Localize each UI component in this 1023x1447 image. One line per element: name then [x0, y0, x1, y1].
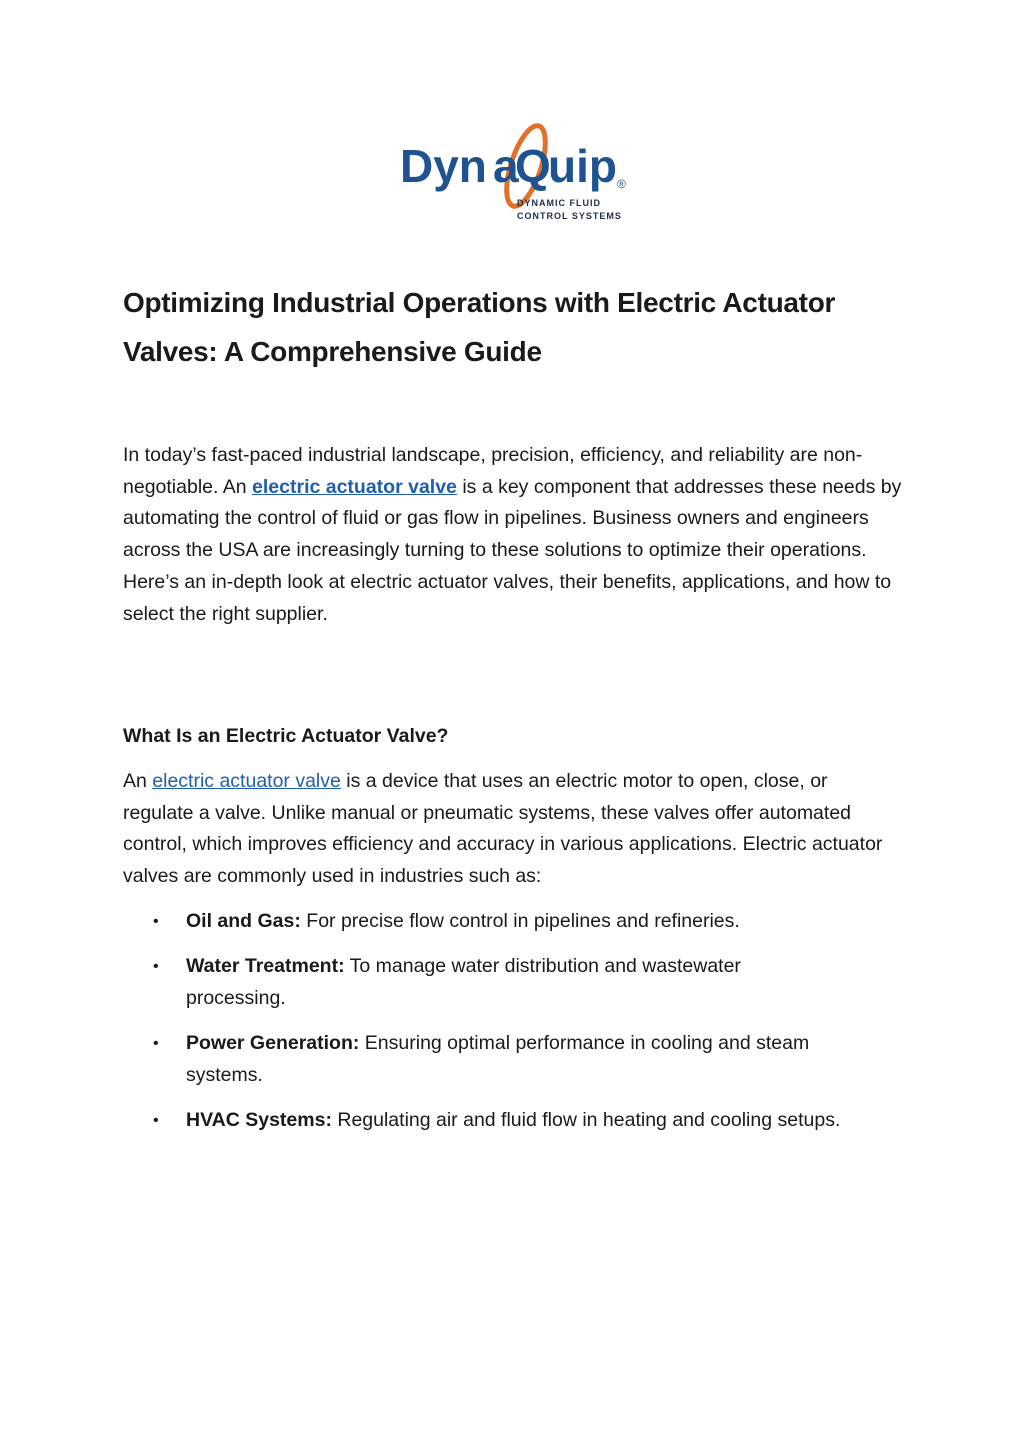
list-item-oil-and-gas: [123, 906, 846, 938]
bullet-icon: •: [153, 913, 159, 930]
logo-tagline-line2: CONTROL SYSTEMS: [517, 211, 622, 221]
list-item-hvac-systems: [123, 1105, 846, 1137]
industry-list: [123, 906, 903, 1150]
dynaquip-logo-graphic: [398, 120, 630, 224]
intro-text-after-link: is a key component that addresses these needs by automating the control of fluid or gas flow in pipelines. Business owners and engineers across the USA are increasingly turning to these solutions to optimize their operations. Here’s an in-depth look at electric actuator valves, their benefits, applications, and how to select the right supplier.: [123, 475, 902, 625]
logo-brand-dyn: Dyn: [400, 140, 487, 192]
section-heading: What Is an Electric Actuator Valve?: [123, 725, 449, 747]
list-item-text: For precise flow control in pipelines and refineries.: [300, 910, 740, 932]
section-text-after-link: is a device that uses an electric motor to open, close, or regulate a valve. Unlike manual or pneumatic systems, these valves offer automated control, which improves efficiency and accuracy in various applications. Electric actuator valves are commonly used in industries such as:: [123, 770, 883, 888]
bullet-icon: •: [153, 1035, 159, 1053]
page-title: Optimizing Industrial Operations with Electric Actuator Valves: A Comprehensive Guide: [123, 287, 836, 367]
list-item-label: Oil and Gas:: [186, 910, 301, 932]
logo-brand-uip: uip: [548, 140, 617, 192]
bullet-icon: •: [153, 1112, 159, 1130]
list-item-text: Regulating air and fluid flow in heating and cooling setups.: [331, 1109, 841, 1132]
bullet-icon: •: [153, 958, 159, 976]
list-item-label: Power Generation:: [186, 1032, 360, 1055]
logo-tagline-line1: DYNAMIC FLUID: [517, 198, 601, 208]
logo-brand-q: Q: [515, 140, 551, 192]
list-item-power-generation: [123, 1028, 846, 1091]
list-item-label: HVAC Systems:: [186, 1109, 332, 1132]
intro-paragraph: [123, 440, 903, 630]
intro-electric-actuator-valve-link[interactable]: electric actuator valve: [252, 475, 457, 498]
list-item-label: Water Treatment:: [186, 955, 345, 978]
list-item-text: To manage water distribution and wastewater processing.: [186, 955, 741, 1009]
list-item-text: Ensuring optimal performance in cooling and steam systems.: [186, 1032, 810, 1086]
section-text-before-link: An: [123, 770, 153, 792]
dynaquip-logo: [398, 120, 630, 224]
logo-brand-a: a: [493, 140, 519, 192]
section-electric-actuator-valve-link[interactable]: electric actuator valve: [152, 770, 341, 792]
intro-text-before-link: In today’s fast-paced industrial landscape, precision, efficiency, and reliability are non-negotiable. An: [123, 444, 863, 498]
list-item-water-treatment: [123, 951, 846, 1014]
section-paragraph: [123, 766, 903, 893]
logo-registered-mark: ®: [617, 177, 626, 191]
